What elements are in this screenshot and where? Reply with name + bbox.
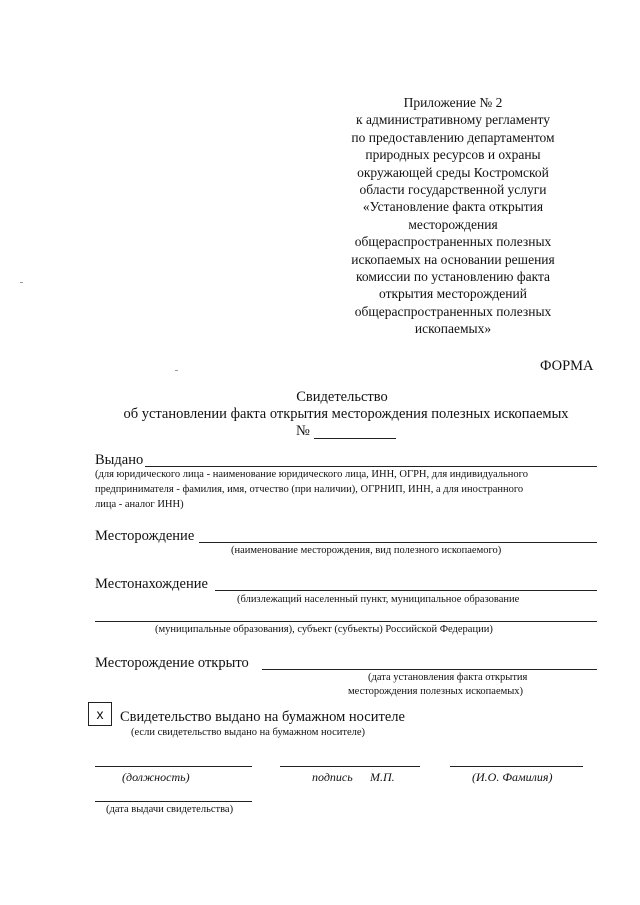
location-hint-2: (муниципальные образования), субъект (субъекты) Российской Федерации) [155,624,493,635]
appendix-line: Приложение № 2 [403,95,503,110]
appendix-line: по предоставлению департаментом [351,129,555,145]
appendix-line: «Установление факта открытия [362,199,544,215]
certificate-title: Свидетельство [296,389,388,405]
scan-speck [20,282,23,283]
opened-label: Месторождение открыто [95,655,249,671]
appendix-line: открытия месторождений [379,286,527,302]
name-field[interactable] [450,766,583,767]
paper-hint: (если свидетельство выдано на бумажном носителе) [131,727,366,738]
paper-checkbox[interactable] [88,702,112,726]
appendix-line: комиссии по установлению факта [355,269,551,285]
appendix-line: месторождения [408,216,498,232]
opened-date-field[interactable] [262,669,597,670]
issued-hint: (для юридического лица - наименование юридического лица, ИНН, ОГРН, для индивидуального [95,469,528,480]
appendix-header [330,94,576,338]
opened-hint-2: месторождения полезных ископаемых) [348,686,524,697]
number-field[interactable] [314,438,396,439]
deposit-label: Месторождение [95,528,195,544]
appendix-line: к административному регламенту [356,112,550,128]
scan-speck [175,370,178,371]
form-label: ФОРМА [540,358,594,374]
position-field[interactable] [95,766,252,767]
location-field-2[interactable] [95,621,597,622]
appendix-line: ископаемых» [414,321,492,337]
certificate-subtitle: об установлении факта открытия месторождения полезных ископаемых [123,406,569,422]
appendix-line: области государственной услуги [359,182,547,198]
issued-label: Выдано [95,452,144,468]
name-caption: (И.О. Фамилия) [472,770,553,784]
appendix-line: природных ресурсов и охраны [365,147,541,163]
issued-hint: лица - аналог ИНН) [95,499,184,510]
stamp-caption: М.П. [370,770,395,784]
location-field[interactable] [215,590,597,591]
signature-field[interactable] [280,766,420,767]
location-hint: (близлежащий населенный пункт, муниципальное образование [237,594,520,605]
check-mark: x [96,706,104,722]
issued-field[interactable] [145,466,597,467]
issued-hint: предпринимателя - фамилия, имя, отчество (при наличии), ОГРНИП, ИНН, а для иностранного [95,484,524,495]
signature-caption: подпись [312,770,353,784]
appendix-line: окружающей среды Костромской [357,164,549,180]
number-label: № [296,423,310,439]
location-label: Местонахождение [95,576,208,592]
deposit-field[interactable] [199,542,597,543]
appendix-line: общераспространенных полезных [354,303,552,319]
position-caption: (должность) [122,770,190,784]
appendix-line: ископаемых на основании решения [351,251,555,267]
deposit-hint: (наименование месторождения, вид полезного ископаемого) [231,545,502,556]
opened-hint: (дата установления факта открытия [368,672,528,683]
issue-date-field[interactable] [95,801,252,802]
paper-label: Свидетельство выдано на бумажном носителе [120,709,405,725]
appendix-line: общераспространенных полезных [354,234,552,250]
issue-date-hint: (дата выдачи свидетельства) [106,804,234,815]
